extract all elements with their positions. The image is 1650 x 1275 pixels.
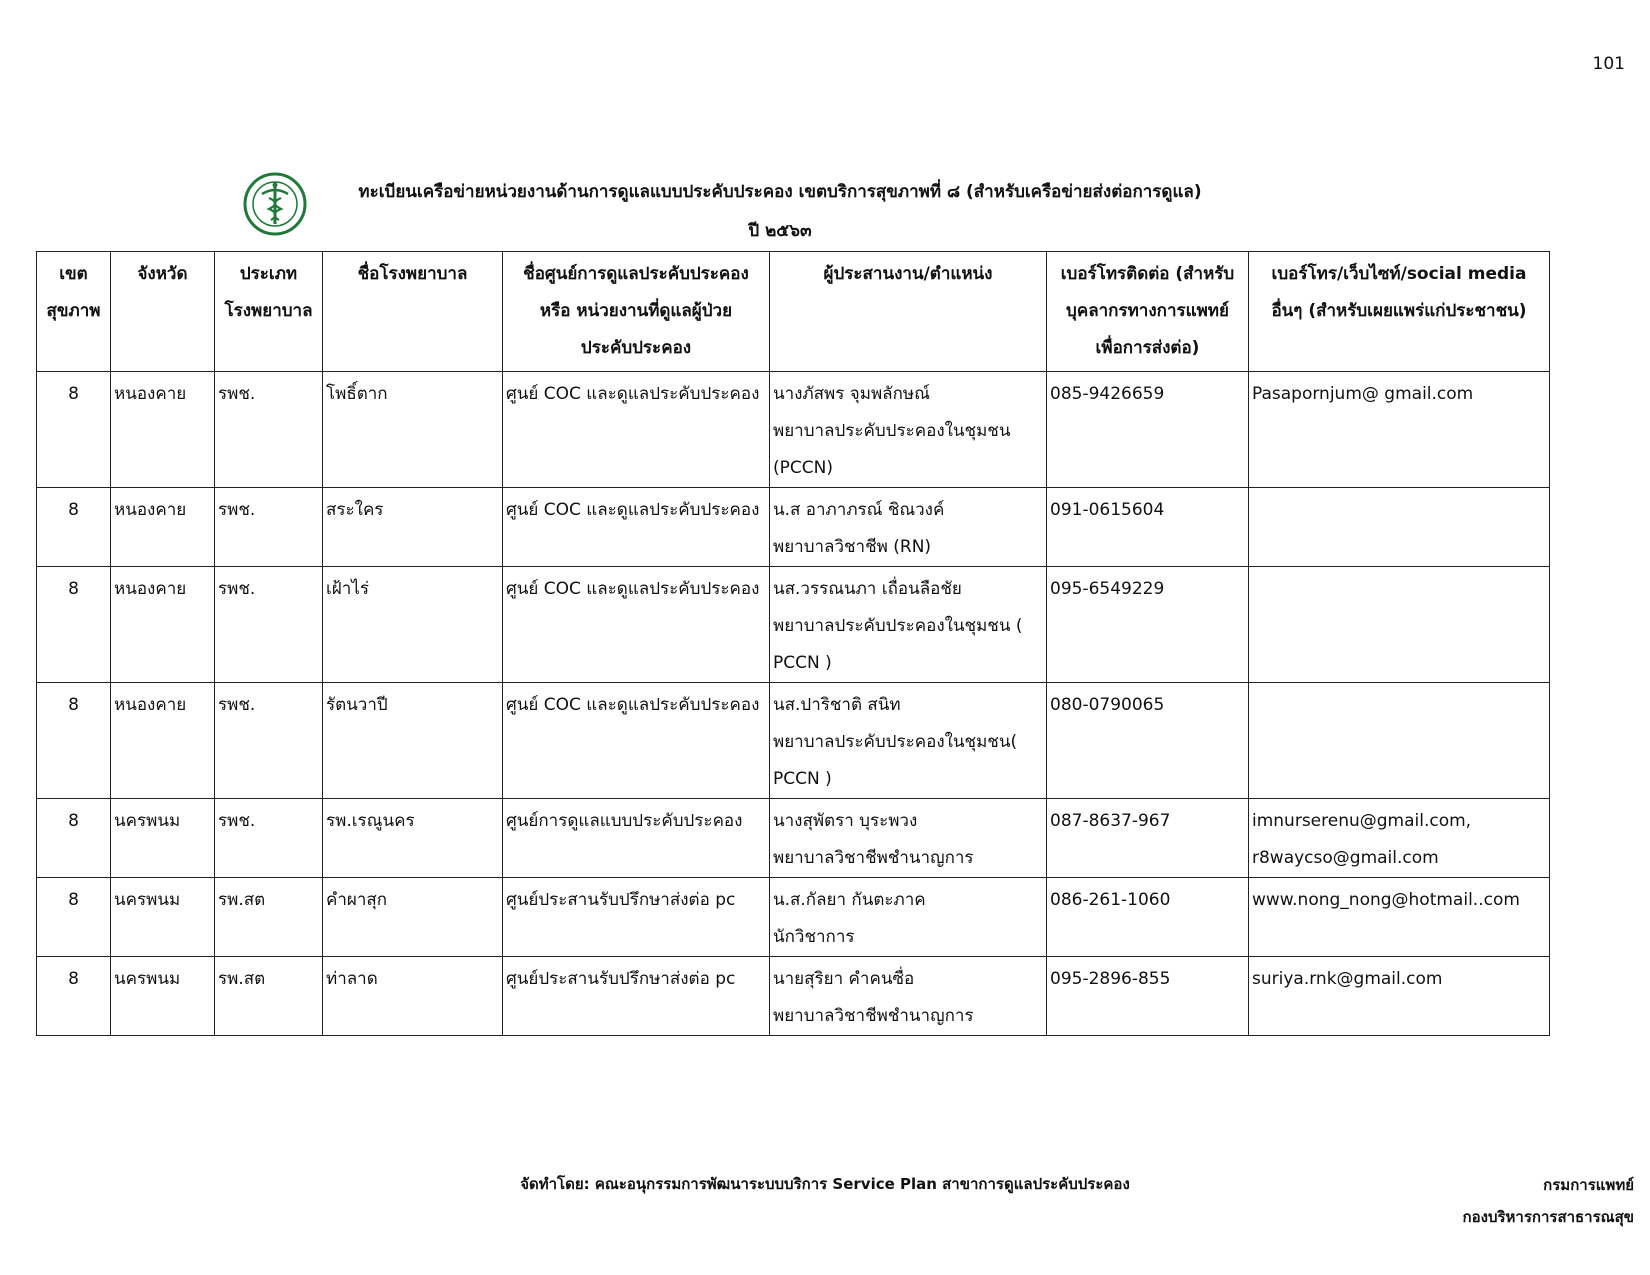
cell-region: 8 [37, 799, 111, 878]
cell-coordinator-line: นักวิชาการ [773, 927, 855, 947]
cell-coordinator-line: พยาบาลประคับประคองในชุมชน( [773, 732, 1018, 752]
header-province [111, 252, 215, 372]
cell-province: หนองคาย [111, 683, 215, 799]
cell-coordinator-line: นางสุพัตรา บุระพวง [773, 811, 918, 831]
cell-center: ศูนย์ COC และดูแลประคับประคอง [503, 372, 770, 488]
cell-hospital: เฝ้าไร่ [323, 567, 503, 683]
header-line: อื่นๆ (สำหรับเผยแพร่แก่ประชาชน) [1271, 301, 1527, 321]
cell-type: รพช. [215, 567, 323, 683]
cell-coordinator-line: PCCN ) [773, 769, 832, 789]
header-line: เพื่อการส่งต่อ) [1095, 338, 1200, 358]
header-line: ชื่อศูนย์การดูแลประคับประคอง [523, 264, 749, 284]
cell-type: รพ.สต [215, 957, 323, 1036]
table-row [37, 488, 1550, 567]
cell-coordinator-line: น.ส.กัลยา กันตะภาค [773, 890, 926, 910]
cell-center: ศูนย์ประสานรับปรึกษาส่งต่อ pc [503, 878, 770, 957]
cell-public-contact-line: imnurserenu@gmail.com, [1252, 811, 1472, 831]
cell-coordinator [770, 799, 1047, 878]
document-subtitle: ปี ๒๕๖๓ [748, 221, 812, 241]
cell-coordinator-line: พยาบาลประคับประคองในชุมชน [773, 421, 1011, 441]
header-line: โรงพยาบาล [224, 301, 313, 321]
table-header-row [37, 252, 1550, 372]
cell-hospital: รัตนวาปี [323, 683, 503, 799]
table-row [37, 799, 1550, 878]
cell-public-contact-line: Pasapornjum@ gmail.com [1252, 384, 1474, 404]
cell-public-contact [1249, 878, 1550, 957]
cell-coordinator-line: น.ส อาภาภรณ์ ชิณวงค์ [773, 500, 945, 520]
cell-coordinator-line: พยาบาลวิชาชีพชำนาญการ [773, 1006, 974, 1026]
cell-coordinator-line: PCCN ) [773, 653, 832, 673]
header-line: ประคับประคอง [580, 338, 692, 358]
cell-type: รพ.สต [215, 878, 323, 957]
cell-center: ศูนย์การดูแลแบบประคับประคอง [503, 799, 770, 878]
header-line: เขต [59, 264, 88, 284]
cell-coordinator [770, 372, 1047, 488]
cell-public-contact [1249, 372, 1550, 488]
cell-hospital: สระใคร [323, 488, 503, 567]
cell-coordinator-line: พยาบาลวิชาชีพชำนาญการ [773, 848, 974, 868]
header-care-center [503, 252, 770, 372]
cell-phone: 095-2896-855 [1047, 957, 1249, 1036]
cell-type: รพช. [215, 372, 323, 488]
division-name: กองบริหารการสาธารณสุข [1462, 1208, 1634, 1226]
network-register-table [36, 251, 1550, 1036]
cell-coordinator-line: นายสุริยา คำคนซื่อ [773, 969, 915, 989]
header-phone [1047, 252, 1249, 372]
cell-region: 8 [37, 683, 111, 799]
cell-region: 8 [37, 567, 111, 683]
cell-hospital: รพ.เรณูนคร [323, 799, 503, 878]
cell-coordinator [770, 567, 1047, 683]
cell-coordinator-line: นส.วรรณนภา เถื่อนลือชัย [773, 579, 962, 599]
cell-coordinator [770, 878, 1047, 957]
cell-phone: 086-261-1060 [1047, 878, 1249, 957]
table-row [37, 372, 1550, 488]
header-line: ประเภท [239, 264, 298, 284]
header-line: สุขภาพ [46, 301, 101, 321]
cell-hospital: โพธิ์ตาก [323, 372, 503, 488]
cell-region: 8 [37, 372, 111, 488]
cell-public-contact [1249, 683, 1550, 799]
cell-province: นครพนม [111, 957, 215, 1036]
cell-public-contact-line: r8waycso@gmail.com [1252, 848, 1439, 868]
table-row [37, 957, 1550, 1036]
header-hospital-name [323, 252, 503, 372]
cell-coordinator-line: พยาบาลประคับประคองในชุมชน ( [773, 616, 1023, 636]
header-public-contact [1249, 252, 1550, 372]
cell-public-contact [1249, 488, 1550, 567]
cell-province: หนองคาย [111, 567, 215, 683]
cell-province: นครพนม [111, 878, 215, 957]
cell-region: 8 [37, 488, 111, 567]
cell-center: ศูนย์ COC และดูแลประคับประคอง [503, 488, 770, 567]
header-coordinator [770, 252, 1047, 372]
header-line: เบอร์โทรติดต่อ (สำหรับ [1060, 264, 1235, 284]
cell-region: 8 [37, 878, 111, 957]
cell-hospital: คำผาสุก [323, 878, 503, 957]
cell-public-contact-line: suriya.rnk@gmail.com [1252, 969, 1443, 989]
cell-public-contact [1249, 957, 1550, 1036]
cell-hospital: ท่าลาด [323, 957, 503, 1036]
header-line: หรือ หน่วยงานที่ดูแลผู้ป่วย [539, 301, 733, 321]
header-line: จังหวัด [137, 264, 188, 284]
cell-public-contact-line: www.nong_nong@hotmail..com [1252, 890, 1520, 910]
document-title: ทะเบียนเครือข่ายหน่วยงานด้านการดูแลแบบประคับประคอง เขตบริการสุขภาพที่ ๘ (สำหรับเครือข่ายส่งต่อการดูแล) [358, 182, 1202, 202]
table-body [37, 372, 1550, 1036]
cell-coordinator [770, 957, 1047, 1036]
cell-phone: 087-8637-967 [1047, 799, 1249, 878]
header-region [37, 252, 111, 372]
cell-province: นครพนม [111, 799, 215, 878]
cell-center: ศูนย์ COC และดูแลประคับประคอง [503, 683, 770, 799]
cell-phone: 095-6549229 [1047, 567, 1249, 683]
page-number: 101 [1592, 54, 1625, 74]
cell-coordinator [770, 683, 1047, 799]
cell-type: รพช. [215, 683, 323, 799]
table-row [37, 878, 1550, 957]
department-name: กรมการแพทย์ [1543, 1176, 1634, 1194]
cell-phone: 080-0790065 [1047, 683, 1249, 799]
cell-coordinator-line: นางภัสพร จุมพลักษณ์ [773, 384, 930, 404]
cell-province: หนองคาย [111, 488, 215, 567]
table-row [37, 567, 1550, 683]
cell-public-contact [1249, 799, 1550, 878]
cell-coordinator [770, 488, 1047, 567]
cell-phone: 085-9426659 [1047, 372, 1249, 488]
header-line: เบอร์โทร/เว็บไซท์/social media [1271, 264, 1527, 284]
cell-center: ศูนย์ประสานรับปรึกษาส่งต่อ pc [503, 957, 770, 1036]
cell-type: รพช. [215, 799, 323, 878]
table-row [37, 683, 1550, 799]
cell-coordinator-line: นส.ปาริชาติ สนิท [773, 695, 901, 715]
header-line: ชื่อโรงพยาบาล [357, 264, 468, 284]
cell-public-contact [1249, 567, 1550, 683]
cell-region: 8 [37, 957, 111, 1036]
cell-type: รพช. [215, 488, 323, 567]
header-line: ผู้ประสานงาน/ตำแหน่ง [823, 264, 993, 284]
cell-phone: 091-0615604 [1047, 488, 1249, 567]
ministry-of-public-health-seal-icon [240, 172, 310, 236]
cell-coordinator-line: พยาบาลวิชาชีพ (RN) [773, 537, 932, 557]
cell-coordinator-line: (PCCN) [773, 458, 833, 478]
header-hospital-type [215, 252, 323, 372]
prepared-by: จัดทำโดย: คณะอนุกรรมการพัฒนาระบบบริการ Service Plan สาขาการดูแลประคับประคอง [520, 1175, 1130, 1193]
header-line: บุคลากรทางการแพทย์ [1066, 301, 1229, 321]
cell-center: ศูนย์ COC และดูแลประคับประคอง [503, 567, 770, 683]
cell-province: หนองคาย [111, 372, 215, 488]
